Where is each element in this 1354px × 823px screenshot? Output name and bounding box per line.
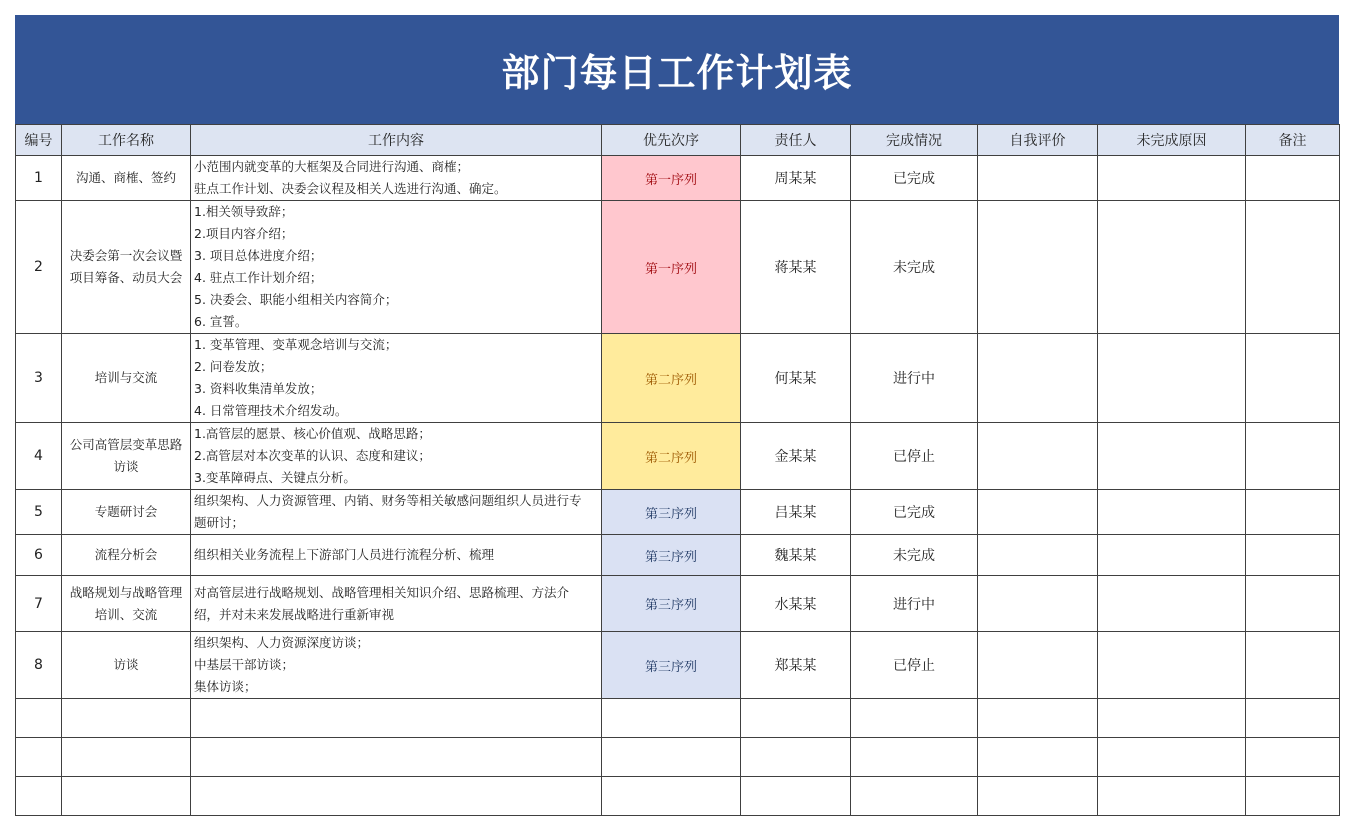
cell-owner[interactable]: 水某某 bbox=[741, 576, 851, 632]
empty-cell[interactable] bbox=[16, 738, 62, 777]
empty-cell[interactable] bbox=[1246, 777, 1340, 816]
cell-status[interactable]: 未完成 bbox=[851, 201, 978, 334]
content-line: 4. 驻点工作计划介绍； bbox=[194, 270, 323, 285]
content-line: 组织相关业务流程上下游部门人员进行流程分析、梳理 bbox=[194, 547, 495, 562]
empty-cell[interactable] bbox=[978, 777, 1098, 816]
cell-priority[interactable]: 第三序列 bbox=[602, 632, 741, 699]
cell-work-content[interactable] bbox=[191, 334, 602, 423]
table-row bbox=[16, 334, 1340, 423]
empty-cell[interactable] bbox=[851, 699, 978, 738]
empty-cell[interactable] bbox=[1098, 738, 1246, 777]
table-row bbox=[16, 632, 1340, 699]
empty-cell[interactable] bbox=[741, 777, 851, 816]
empty-cell[interactable] bbox=[62, 777, 191, 816]
work-plan-table bbox=[15, 124, 1340, 816]
column-header-row bbox=[16, 125, 1340, 156]
cell-work-content[interactable] bbox=[191, 535, 602, 576]
work-plan-sheet bbox=[15, 15, 1339, 816]
cell-work-content[interactable] bbox=[191, 156, 602, 201]
content-line: 2. 问卷发放； bbox=[194, 359, 273, 374]
content-line: 3.变革障碍点、关键点分析。 bbox=[194, 470, 356, 485]
col-header-no[interactable]: 编号 bbox=[16, 125, 62, 156]
empty-cell[interactable] bbox=[1098, 777, 1246, 816]
cell-no[interactable]: 3 bbox=[16, 334, 62, 423]
content-line: 3. 项目总体进度介绍； bbox=[194, 248, 323, 263]
content-line: 2.高管层对本次变革的认识、态度和建议； bbox=[194, 448, 431, 463]
col-header-content[interactable]: 工作内容 bbox=[191, 125, 602, 156]
empty-cell[interactable] bbox=[62, 699, 191, 738]
empty-row bbox=[16, 738, 1340, 777]
cell-work-content[interactable] bbox=[191, 576, 602, 632]
cell-reason[interactable] bbox=[1098, 576, 1246, 632]
content-line: 题研讨； bbox=[194, 515, 245, 530]
cell-priority[interactable]: 第二序列 bbox=[602, 423, 741, 490]
content-line: 小范围内就变革的大框架及合同进行沟通、商榷； bbox=[194, 159, 470, 174]
content-line: 对高管层进行战略规划、战略管理相关知识介绍、思路梳理、方法介 bbox=[194, 584, 570, 600]
empty-row bbox=[16, 699, 1340, 738]
table-row bbox=[16, 423, 1340, 490]
content-line: 2.项目内容介绍； bbox=[194, 226, 294, 241]
cell-note[interactable] bbox=[1246, 201, 1340, 334]
cell-priority[interactable]: 第三序列 bbox=[602, 535, 741, 576]
empty-cell[interactable] bbox=[191, 738, 602, 777]
cell-status[interactable]: 已停止 bbox=[851, 423, 978, 490]
empty-cell[interactable] bbox=[16, 777, 62, 816]
content-line: 3. 资料收集清单发放； bbox=[194, 381, 323, 396]
cell-note[interactable] bbox=[1246, 576, 1340, 632]
cell-no[interactable]: 6 bbox=[16, 535, 62, 576]
empty-cell[interactable] bbox=[191, 699, 602, 738]
cell-reason[interactable] bbox=[1098, 490, 1246, 535]
cell-owner[interactable]: 周某某 bbox=[741, 156, 851, 201]
content-line: 集体访谈； bbox=[194, 679, 257, 694]
cell-work-name[interactable]: 决委会第一次会议暨项目筹备、动员大会 bbox=[62, 201, 191, 334]
cell-work-name[interactable]: 培训与交流 bbox=[62, 334, 191, 423]
empty-cell[interactable] bbox=[602, 699, 741, 738]
cell-priority[interactable]: 第三序列 bbox=[602, 576, 741, 632]
cell-work-content[interactable] bbox=[191, 490, 602, 535]
content-line: 组织架构、人力资源管理、内销、财务等相关敏感问题组织人员进行专 bbox=[194, 493, 582, 508]
cell-owner[interactable]: 吕某某 bbox=[741, 490, 851, 535]
cell-reason[interactable] bbox=[1098, 535, 1246, 576]
cell-priority[interactable]: 第一序列 bbox=[602, 201, 741, 334]
cell-work-content[interactable] bbox=[191, 201, 602, 334]
cell-self-eval[interactable] bbox=[978, 201, 1098, 334]
empty-cell[interactable] bbox=[602, 738, 741, 777]
content-line: 驻点工作计划、决委会议程及相关人选进行沟通、确定。 bbox=[194, 181, 507, 196]
cell-no[interactable]: 5 bbox=[16, 490, 62, 535]
title-banner bbox=[15, 15, 1339, 124]
content-line: 5. 决委会、职能小组相关内容简介； bbox=[194, 292, 398, 307]
cell-reason[interactable] bbox=[1098, 423, 1246, 490]
cell-owner[interactable]: 金某某 bbox=[741, 423, 851, 490]
content-line: 组织架构、人力资源深度访谈； bbox=[194, 635, 370, 650]
cell-priority[interactable]: 第一序列 bbox=[602, 156, 741, 201]
empty-cell[interactable] bbox=[851, 738, 978, 777]
empty-cell[interactable] bbox=[978, 699, 1098, 738]
cell-note[interactable] bbox=[1246, 423, 1340, 490]
cell-note[interactable] bbox=[1246, 535, 1340, 576]
cell-owner[interactable]: 蒋某某 bbox=[741, 201, 851, 334]
cell-no[interactable]: 4 bbox=[16, 423, 62, 490]
col-header-priority[interactable]: 优先次序 bbox=[602, 125, 741, 156]
cell-reason[interactable] bbox=[1098, 201, 1246, 334]
content-line: 4. 日常管理技术介绍发动。 bbox=[194, 403, 348, 418]
cell-status[interactable]: 已完成 bbox=[851, 156, 978, 201]
cell-work-name[interactable]: 访谈 bbox=[62, 632, 191, 699]
cell-self-eval[interactable] bbox=[978, 334, 1098, 423]
content-line: 1.高管层的愿景、核心价值观、战略思路； bbox=[194, 426, 431, 441]
empty-cell[interactable] bbox=[741, 699, 851, 738]
empty-cell[interactable] bbox=[191, 777, 602, 816]
empty-cell[interactable] bbox=[62, 738, 191, 777]
content-line: 1. 变革管理、变革观念培训与交流； bbox=[194, 337, 398, 352]
empty-cell[interactable] bbox=[851, 777, 978, 816]
cell-owner[interactable]: 何某某 bbox=[741, 334, 851, 423]
cell-work-name[interactable]: 战略规划与战略管理培训、交流 bbox=[62, 576, 191, 632]
col-header-reason[interactable]: 未完成原因 bbox=[1098, 125, 1246, 156]
table-row bbox=[16, 576, 1340, 632]
empty-row bbox=[16, 777, 1340, 816]
cell-self-eval[interactable] bbox=[978, 423, 1098, 490]
cell-no[interactable]: 8 bbox=[16, 632, 62, 699]
content-line: 绍，并对未来发展战略进行重新审视 bbox=[194, 606, 395, 622]
cell-work-name[interactable]: 沟通、商榷、签约 bbox=[62, 156, 191, 201]
empty-cell[interactable] bbox=[1246, 699, 1340, 738]
cell-no[interactable]: 7 bbox=[16, 576, 62, 632]
cell-no[interactable]: 2 bbox=[16, 201, 62, 334]
cell-owner[interactable]: 魏某某 bbox=[741, 535, 851, 576]
cell-note[interactable] bbox=[1246, 632, 1340, 699]
cell-status[interactable]: 已停止 bbox=[851, 632, 978, 699]
col-header-owner[interactable]: 责任人 bbox=[741, 125, 851, 156]
table-body bbox=[16, 156, 1340, 816]
table-row bbox=[16, 535, 1340, 576]
empty-cell[interactable] bbox=[602, 777, 741, 816]
cell-status[interactable]: 未完成 bbox=[851, 535, 978, 576]
table-row bbox=[16, 490, 1340, 535]
cell-work-name[interactable]: 专题研讨会 bbox=[62, 490, 191, 535]
cell-self-eval[interactable] bbox=[978, 632, 1098, 699]
cell-note[interactable] bbox=[1246, 490, 1340, 535]
cell-work-content[interactable] bbox=[191, 423, 602, 490]
cell-reason[interactable] bbox=[1098, 334, 1246, 423]
cell-self-eval[interactable] bbox=[978, 490, 1098, 535]
empty-cell[interactable] bbox=[741, 738, 851, 777]
content-line: 6. 宣誓。 bbox=[194, 314, 248, 329]
empty-cell[interactable] bbox=[16, 699, 62, 738]
cell-self-eval[interactable] bbox=[978, 535, 1098, 576]
cell-work-name[interactable]: 公司高管层变革思路访谈 bbox=[62, 423, 191, 490]
col-header-note[interactable]: 备注 bbox=[1246, 125, 1340, 156]
content-line: 1.相关领导致辞； bbox=[194, 204, 294, 219]
cell-note[interactable] bbox=[1246, 156, 1340, 201]
empty-cell[interactable] bbox=[1246, 738, 1340, 777]
cell-status[interactable]: 进行中 bbox=[851, 576, 978, 632]
cell-priority[interactable]: 第三序列 bbox=[602, 490, 741, 535]
cell-work-name[interactable]: 流程分析会 bbox=[62, 535, 191, 576]
col-header-name[interactable]: 工作名称 bbox=[62, 125, 191, 156]
cell-work-content[interactable] bbox=[191, 632, 602, 699]
col-header-status[interactable]: 完成情况 bbox=[851, 125, 978, 156]
cell-self-eval[interactable] bbox=[978, 156, 1098, 201]
cell-owner[interactable]: 郑某某 bbox=[741, 632, 851, 699]
col-header-self-eval[interactable]: 自我评价 bbox=[978, 125, 1098, 156]
empty-cell[interactable] bbox=[978, 738, 1098, 777]
cell-reason[interactable] bbox=[1098, 156, 1246, 201]
cell-self-eval[interactable] bbox=[978, 576, 1098, 632]
table-row bbox=[16, 201, 1340, 334]
table-row bbox=[16, 156, 1340, 201]
cell-priority[interactable]: 第二序列 bbox=[602, 334, 741, 423]
sheet-title: 部门每日工作计划表 bbox=[501, 51, 853, 95]
cell-reason[interactable] bbox=[1098, 632, 1246, 699]
cell-note[interactable] bbox=[1246, 334, 1340, 423]
cell-status[interactable]: 进行中 bbox=[851, 334, 978, 423]
cell-no[interactable]: 1 bbox=[16, 156, 62, 201]
empty-cell[interactable] bbox=[1098, 699, 1246, 738]
content-line: 中基层干部访谈； bbox=[194, 657, 295, 672]
cell-status[interactable]: 已完成 bbox=[851, 490, 978, 535]
